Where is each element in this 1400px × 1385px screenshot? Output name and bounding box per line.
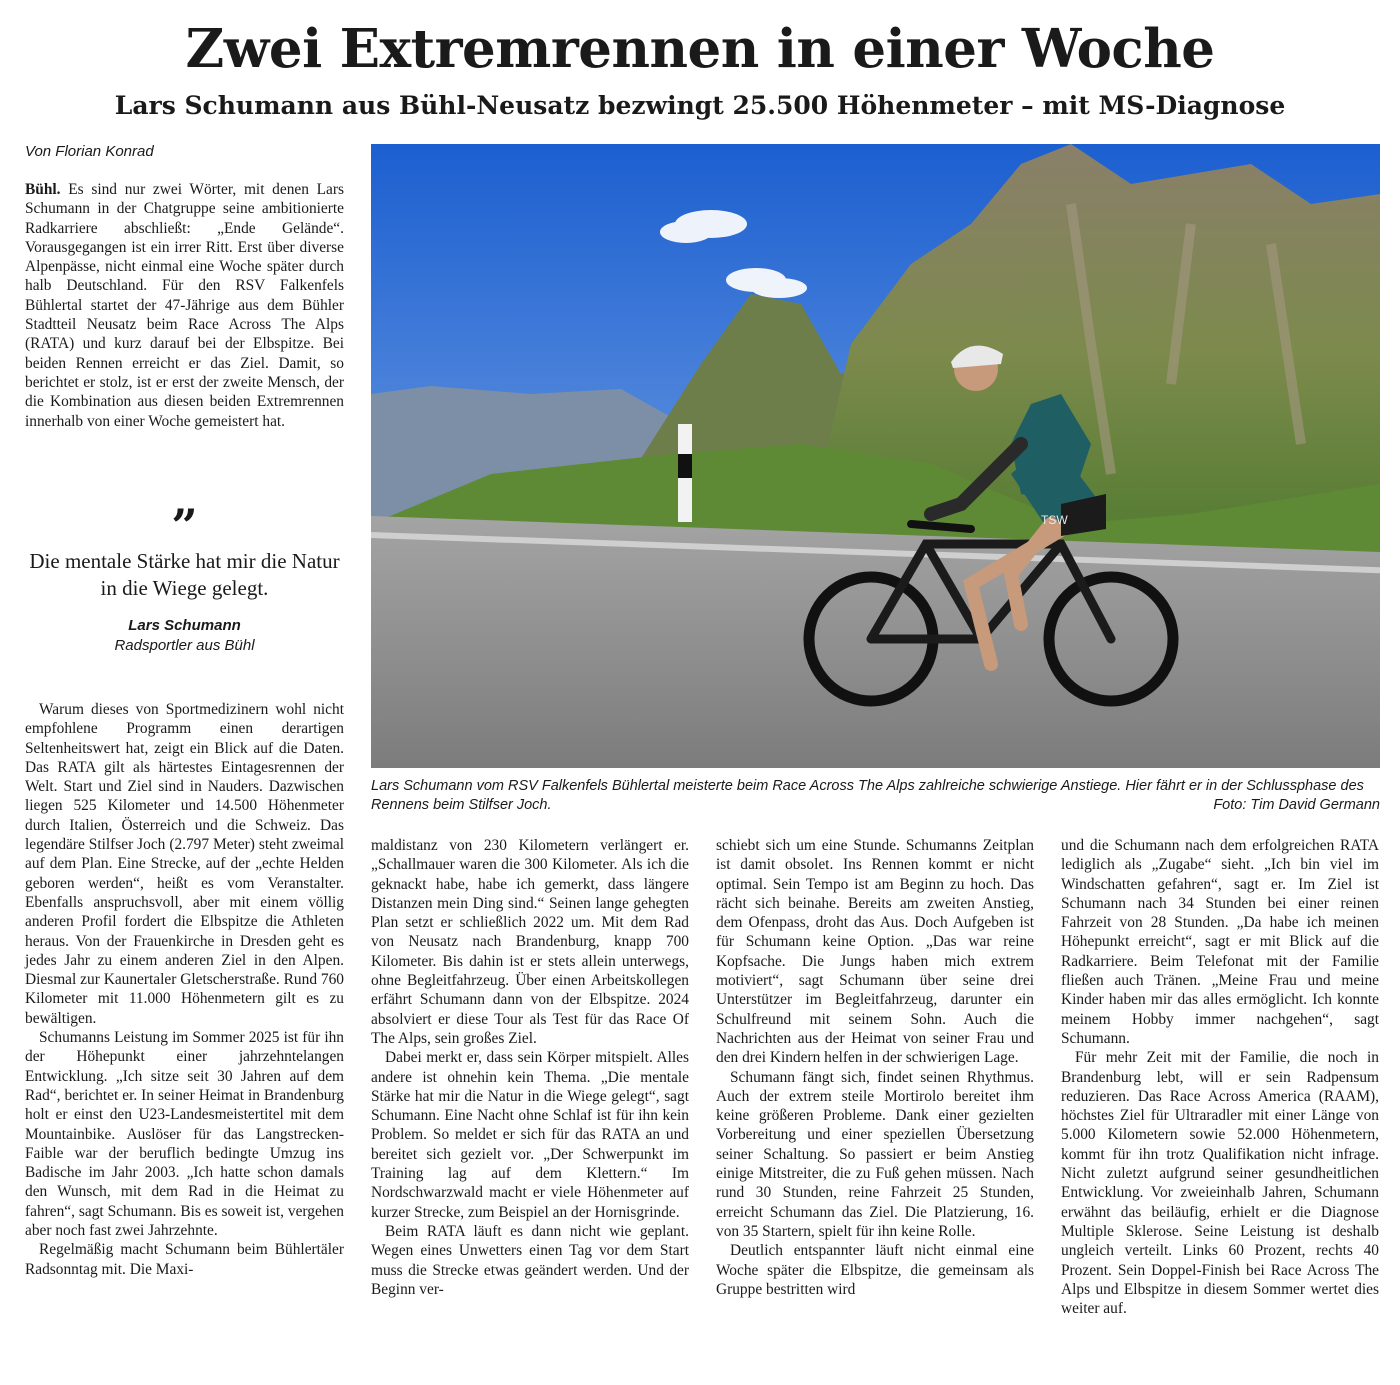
photo-credit: Foto: Tim David Germann bbox=[1213, 797, 1380, 813]
article-photo bbox=[371, 144, 1380, 768]
paragraph: und die Schumann nach dem erfolgreichen RATA lediglich als „Zugabe“ sieht. „Ich bin viel im Windschatten gefahren“, sagt er. Im Ziel ist Schumann nach 34 Stunden bei einer reinen Fahrzeit von 28 Stunden. „Da habe ich meinen Höhepunkt erreicht“, sagt er mit Blick auf die Radkarriere. Beim Telefonat mit der Familie fließen auch Tränen. „Meine Frau und meine Kinder haben mir das alles ermöglicht. Ich konnte meinem Hobby immer nachgehen“, sagt Schumann. bbox=[1061, 837, 1379, 1047]
article-column-3 bbox=[716, 836, 1034, 1299]
article-column-1-intro bbox=[25, 180, 344, 431]
road-marker-post bbox=[678, 424, 692, 522]
paragraph: Schumann fängt sich, findet seinen Rhythmus. Auch der extrem steile Mortirolo bereitet ihm keine größeren Probleme. Dank einer gezielten Vorbereitung und einer speziellen Übersetzung seiner Schaltung. So passiert er beim Anstieg einige Mitstreiter, die zu Fuß gehen müssen. Nach rund 30 Stunden, reine Fahrzeit 25 Stunden, erreicht Schumann das Ziel. Die Platzierung, 16. von 35 Startern, spielt für ihn keine Rolle. bbox=[716, 1068, 1034, 1240]
photo-caption: Lars Schumann vom RSV Falkenfels Bühlertal meisterte beim Race Across The Alps zahlreiche schwierige Anstiege. Hier fährt er in der Schlussphase des Rennens beim Stilfser Joch. bbox=[371, 778, 1364, 813]
dateline: Bühl. bbox=[25, 181, 61, 198]
subheadline: Lars Schumann aus Bühl-Neusatz bezwingt 25.500 Höhenmeter – mit MS-Diagnose bbox=[114, 91, 1286, 120]
paragraph: Dabei merkt er, dass sein Körper mitspielt. Alles andere ist ohnehin kein Thema. „Die mentale Stärke hat mir die Natur in die Wiege gelegt“, sagt Schumann. Eine Nacht ohne Schlaf ist für ihn kein Problem. So meldet er sich für das RATA an und bereitet sich gezielt vor. „Der Schwerpunkt im Training lag auf dem Klettern.“ Im Nordschwarzwald macht er viele Höhenmeter auf kurzer Strecke, zum Beispiel an der Hornisgrinde. bbox=[371, 1049, 689, 1221]
quote-author: Lars Schumann bbox=[128, 617, 241, 634]
quote-text: Die mentale Stärke hat mir die Natur in die Wiege gelegt. bbox=[29, 549, 340, 600]
quote-mark-icon: ” bbox=[171, 499, 198, 553]
paragraph: Deutlich entspannter läuft nicht einmal eine Woche später die Elbspitze, die gemeinsam als Gruppe bestritten wird bbox=[716, 1242, 1034, 1298]
pull-quote bbox=[25, 499, 344, 656]
headline: Zwei Extremrennen in einer Woche bbox=[185, 18, 1215, 80]
byline: Von Florian Konrad bbox=[25, 143, 154, 160]
paragraph-text: Es sind nur zwei Wörter, mit denen Lars Schumann in der Chatgruppe seine ambitionierte Radkarriere abschließt: „Ende Gelände“. Vorausgegangen ist ein irrer Ritt. Erst über diverse Alpenpässe, nicht einmal eine Woche später durch halb Deutschland. Für den RSV Falkenfels Bühlertal startet der 47-Jährige aus dem Bühler Stadtteil Neusatz beim Race Across The Alps (RATA) und kurz darauf bei der Elbspitze. Bei beiden Rennen erreicht er das Ziel. Damit, so berichtet er stolz, ist er erst der zweite Mensch, der die Kombination aus diesen beiden Extremrennen innerhalb von einer Woche gemeistert hat. bbox=[25, 181, 344, 430]
article-column-4 bbox=[1061, 836, 1379, 1318]
paragraph: maldistanz von 230 Kilometern verlängert er. „Schallmauer waren die 300 Kilometer. Als ich die geknackt habe, habe ich gemerkt, dass längere Distanzen mein Ding sind.“ Seinen lange gehegten Plan setzt er schließlich 2022 um. Mit dem Rad von Neusatz nach Brandenburg, knapp 700 Kilometer. Bis dahin ist er stets allein unterwegs, ohne Begleitfahrzeug. Über einen Arbeitskollegen erfährt Schumann dann von der Elbspitze. 2024 absolviert er diese Tour als Test für das Race Of The Alps, sein großes Ziel. bbox=[371, 837, 689, 1047]
paragraph: schiebt sich um eine Stunde. Schumanns Zeitplan ist damit obsolet. Ins Rennen kommt er nicht optimal. Sein Tempo ist am Beginn zu hoch. Das rächt sich beinahe. Bereits am zweiten Anstieg, dem Ofenpass, droht das Aus. Doch Aufgeben ist für Schumann keine Option. „Das war reine Kopfsache. Die Jungs haben mich extrem motiviert“, sagt Schumann über seine drei Unterstützer im Begleitfahrzeug, darunter ein Schulfreund mit seinem Sohn. Auch die Nachrichten aus der Heimat von seiner Frau und den drei Kindern helfen in der schwierigen Lage. bbox=[716, 837, 1034, 1067]
article-column-2 bbox=[371, 836, 689, 1299]
paragraph: Schumanns Leistung im Sommer 2025 ist für ihn der Höhepunkt einer jahrzehntelangen Entwicklung. „Ich sitze seit 30 Jahren auf dem Rad“, berichtet er. In seiner Heimat in Brandenburg holt er einst den U23-Landesmeistertitel mit dem Mountainbike. Auslöser für das Langstrecken-Faible war der beruflich bedingte Umzug ins Badische im Jahr 2003. „Ich hatte schon damals den Wunsch, mit dem Rad in die Heimat zu fahren“, sagt Schumann. Bis es soweit ist, vergehen aber noch fast zwei Jahrzehnte. bbox=[25, 1029, 344, 1240]
paragraph: Warum dieses von Sportmedizinern wohl nicht empfohlene Programm einen derartigen Seltenheitswert hat, zeigt ein Blick auf die Daten. Das RATA gilt als härtestes Eintagesrennen der Welt. Start und Ziel sind in Nauders. Dazwischen liegen 525 Kilometer und 14.500 Höhenmeter durch Italien, Österreich und die Schweiz. Das legendäre Stilfser Joch (2.797 Meter) steht zweimal auf dem Plan. Eine Strecke, auf der „echte Helden geboren werden“, heißt es vom Veranstalter. Ebenfalls anspruchsvoll, aber mit einem völlig anderen Profil fordert die Elbspitze die Athleten heraus. Von der Frauenkirche in Dresden geht es jedes Jahr zu einem anderen Ziel in den Alpen. Diesmal zur Kaunertaler Gletscherstraße. Rund 760 Kilometer mit 11.000 Höhenmetern gilt es zu bewältigen. bbox=[25, 701, 344, 1027]
paragraph: Beim RATA läuft es dann nicht wie geplant. Wegen eines Unwetters einen Tag vor dem Start muss die Strecke etwas geändert werden. Und der Beginn ver- bbox=[371, 1222, 689, 1298]
jersey-text: TSW bbox=[1041, 513, 1068, 527]
cyclist-mountain-photo bbox=[371, 144, 1380, 768]
quote-role: Radsportler aus Bühl bbox=[114, 637, 255, 654]
article-column-1 bbox=[25, 700, 344, 1279]
paragraph bbox=[25, 180, 344, 431]
paragraph: Regelmäßig macht Schumann beim Bühlertäler Radsonntag mit. Die Maxi- bbox=[25, 1241, 344, 1278]
paragraph: Für mehr Zeit mit der Familie, die noch in Brandenburg lebt, will er sein Radpensum reduzieren. Das Race Across America (RAAM), höchstes Ziel für Ultraradler mit einer Länge von 5.000 Kilometern sowie 52.000 Höhenmetern, kommt für ihn trotz Qualifikation nicht infrage. Nicht zuletzt aufgrund seiner gesundheitlichen Entwicklung. Vor zweieinhalb Jahren, Schumann erwähnt das beiläufig, erhielt er die Diagnose Multiple Sklerose. Seine Leistung ist deshalb ungleich verteilt. Links 60 Prozent, rechts 40 Prozent. Sein Doppel-Finish bei Race Across The Alps und Elbspitze in diesem Sommer wertet dies weiter auf. bbox=[1061, 1049, 1379, 1318]
